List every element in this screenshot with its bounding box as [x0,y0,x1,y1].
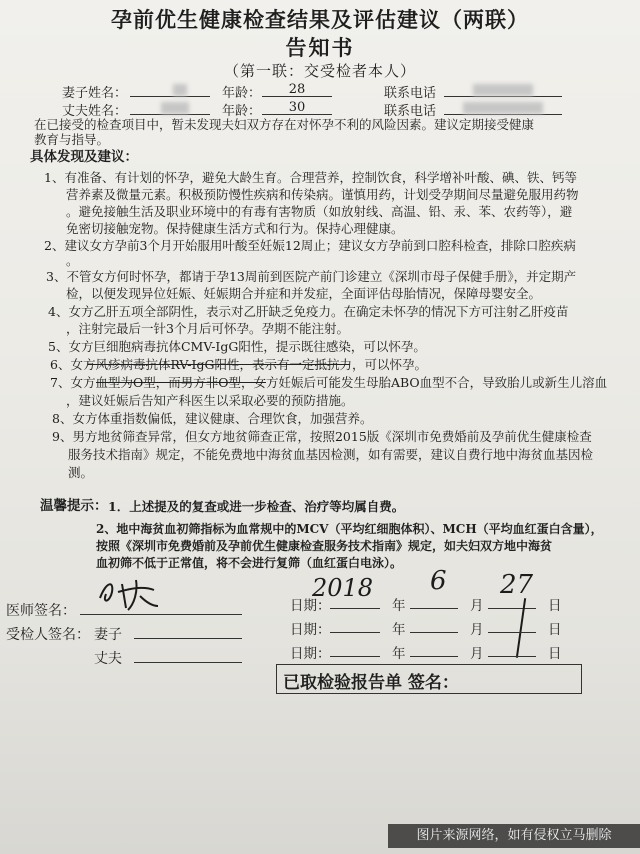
tip-line: 按照《深圳市免费婚前及孕前优生健康检查服务技术指南》规定，如夫妇双方地中海贫 [96,539,553,553]
month-line [410,618,458,633]
day-label: 日 [548,622,562,638]
day-line [488,618,536,633]
document-title-line2: 告知书 [285,35,355,60]
wife-signature-line [134,624,242,639]
tip-line: 血初筛不低于正常值，将不会进行复筛（血红蛋白电泳）。 [96,556,403,570]
wife-age-field: 28 [262,82,332,97]
redaction [463,102,543,114]
month-label: 月 [470,598,484,614]
finding-line: 检，以便发现异位妊娠、妊娠期合并症和并发症，全面评估母胎情况，保障母婴安全。 [66,286,542,301]
finding-line: 服务技术指南》规定，不能免费地中海贫血基因检测，如有需要，建议自费行地中海贫血基因检 [68,447,594,462]
wife-name-label: 妻子姓名： [62,86,128,101]
tip-line: 2、地中海贫血初筛指标为血常规中的MCV（平均红细胞体积）、MCH（平均血红蛋白含量）， [96,522,603,536]
document-title: 孕前优生健康检查结果及评估建议（两联） [111,7,529,32]
husband-signature-line [134,648,242,663]
handwritten-year: 2018 [312,574,374,602]
wife-age-label: 年龄： [222,86,262,101]
finding-line: ，注射完最后一针3个月后可怀孕。孕期不能注射。 [66,321,349,336]
doctor-signature [92,572,164,614]
pen-strike [88,364,350,365]
finding-line: 1、有准备、有计划的怀孕，避免大龄生育。合理营养，控制饮食，科学增补叶酸、碘、铁、钙等 [44,170,577,185]
report-collected-box [276,664,582,694]
husband-age-field: 30 [262,100,332,115]
husband-phone-label: 联系电话 [384,104,437,119]
year-line [330,642,380,657]
tip-line: 1．上述提及的复查或进一步检查、治疗等均属自费。 [108,499,405,514]
report-collected-label: 已取检验报告单 签名： [283,673,459,693]
redaction [473,84,533,96]
date-label: 日期： [290,622,331,638]
finding-line: 9、男方地贫筛查异常，但女方地贫筛查正常，按照2015版《深圳市免费婚前及孕前优生健康检查 [52,429,592,444]
finding-line: 测。 [68,465,94,480]
husband-name-field [130,100,210,115]
finding-line: 免密切接触宠物。保持健康生活方式和行为。保持心理健康。 [66,221,404,236]
finding-line: 。避免接触生活及职业环境中的有毒有害物质（如放射线、高温、铅、汞、苯、农药等），避 [66,204,573,219]
doctor-signature-label: 医师签名： [6,603,76,619]
intro-line: 在已接受的检查项目中，暂未发现夫妇双方存在对怀孕不利的风险因素。建议定期接受健康 [34,117,535,132]
recipient-signature-label: 受检人签名： [6,627,90,643]
husband-age-label: 年龄： [222,104,262,119]
year-line [330,618,380,633]
finding-line: 3、不管女方何时怀孕，都请于孕13周前到医院产前门诊建立《深圳市母子保健手册》，并定期产 [46,269,577,284]
redaction [173,84,187,96]
day-label: 日 [548,646,562,662]
finding-line: 6、女方风疹病毒抗体RV-IgG阳性，表示有一定抵抗力，可以怀孕。 [50,357,427,372]
finding-line: 2、建议女方孕前3个月开始服用叶酸至妊娠12周止；建议女方孕前到口腔科检查，排除口腔疾病 [44,238,576,253]
finding-line: 。 [66,253,79,268]
finding-line: 营养素及微量元素。积极预防慢性疾病和传染病。谨慎用药，计划受孕期间尽量避免服用药物 [66,187,579,202]
handwritten-month: 6 [430,566,447,596]
finding-line: 7、女方血型为O型，而男方非O型，女方妊娠后可能发生母胎ABO血型不合，导致胎儿或新生儿溶血 [50,375,608,390]
finding-line: 5、女方巨细胞病毒抗体CMV-IgG阳性，提示既往感染，可以怀孕。 [48,339,426,354]
redaction [161,102,189,114]
month-line [410,594,458,609]
husband-phone-field [444,100,562,115]
wife-phone-label: 联系电话 [384,86,437,101]
watermark: 图片来源网络，如有侵权立马删除 [388,824,640,848]
date-label: 日期： [290,598,331,614]
pen-strike [96,382,266,383]
wife-name-field [130,82,210,97]
tips-title: 温馨提示： [40,498,108,514]
husband-signature-label: 丈夫 [94,651,122,667]
handwritten-day: 27 [500,570,534,600]
year-label: 年 [392,622,406,638]
finding-line: ，建议妊娠后告知产科医生以采取必要的预防措施。 [66,393,354,408]
year-label: 年 [392,598,406,614]
intro-line: 教育与指导。 [34,132,110,147]
month-label: 月 [470,646,484,662]
finding-line: 8、女方体重指数偏低，建议健康、合理饮食，加强营养。 [52,411,373,426]
month-label: 月 [470,622,484,638]
document-subtitle: （第一联：交受检者本人） [223,62,416,80]
wife-signature-label: 妻子 [94,627,122,643]
finding-line: 4、女方乙肝五项全部阴性，表示对乙肝缺乏免疫力。在确定未怀孕的情况下方可注射乙肝疫苗 [48,304,569,319]
wife-phone-field [444,82,562,97]
findings-title: 具体发现及建议： [30,149,138,165]
husband-name-label: 丈夫姓名： [62,104,128,119]
date-label: 日期： [290,646,331,662]
month-line [410,642,458,657]
year-label: 年 [392,646,406,662]
day-line [488,642,536,657]
day-label: 日 [548,598,562,614]
